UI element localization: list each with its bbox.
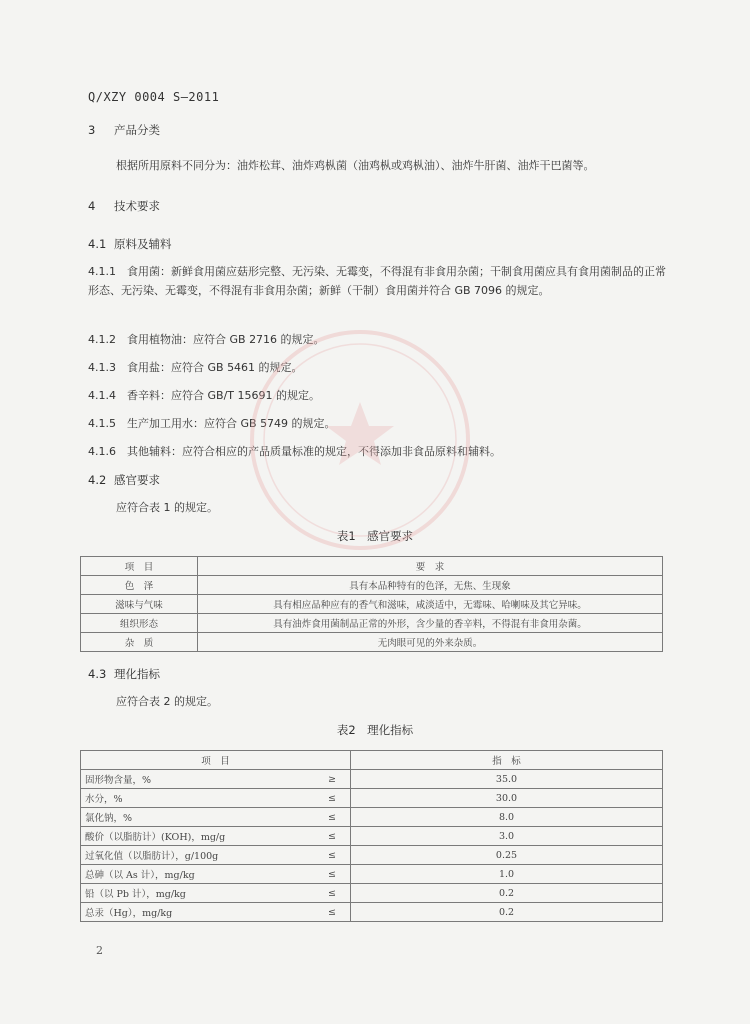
clause-text: 食用菌：新鲜食用菌应菇形完整、无污染、无霉变，不得混有非食用杂菌；干制食用菌应具有食用菌制品的正常形态、无污染、无霉变，不得混有非食用杂菌；新鲜（干制）食用菌并符合 GB 7096 的规定。 <box>88 265 666 297</box>
clause-number: 4.1.4 <box>88 389 116 402</box>
value-cell: 30.0 <box>351 789 663 808</box>
table-row <box>81 633 663 652</box>
operator-cell: ≤ <box>314 827 351 846</box>
item-cell: 总汞（Hg），mg/kg <box>81 903 315 922</box>
section-title: 理化指标 <box>114 667 160 681</box>
section-title: 原料及辅料 <box>114 237 172 251</box>
sensory-requirements-table <box>80 556 663 652</box>
operator-cell: ≤ <box>314 903 351 922</box>
header-cell: 项 目 <box>81 557 198 576</box>
item-cell: 色 泽 <box>81 576 198 595</box>
item-cell: 水分，% <box>81 789 315 808</box>
table-1-caption: 表1 感官要求 <box>336 529 414 543</box>
section-4-heading <box>88 198 160 214</box>
item-cell: 过氧化值（以脂肪计），g/100g <box>81 846 315 865</box>
item-cell: 铅（以 Pb 计），mg/kg <box>81 884 315 903</box>
item-cell: 氯化钠，% <box>81 808 315 827</box>
value-cell: 35.0 <box>351 770 663 789</box>
header-cell: 要 求 <box>198 557 663 576</box>
requirement-cell: 具有本品种特有的色泽，无焦、生现象 <box>198 576 663 595</box>
table-header-row <box>81 751 663 770</box>
table-row <box>81 903 663 922</box>
section-4-1-2 <box>88 330 668 349</box>
table-2-caption: 表2 理化指标 <box>336 723 414 737</box>
table-row <box>81 789 663 808</box>
value-cell: 0.2 <box>351 903 663 922</box>
official-seal-watermark <box>240 320 480 560</box>
section-4-1-6 <box>88 442 668 461</box>
section-number: 4.3 <box>88 667 107 681</box>
value-cell: 3.0 <box>351 827 663 846</box>
section-number: 4.1 <box>88 237 107 251</box>
section-number: 4.2 <box>88 473 107 487</box>
item-cell: 滋味与气味 <box>81 595 198 614</box>
requirement-cell: 具有油炸食用菌制品正常的外形，含少量的香辛料，不得混有非食用杂菌。 <box>198 614 663 633</box>
section-4-2-text: 应符合表 1 的规定。 <box>116 501 218 514</box>
standard-code: Q/XZY 0004 S—2011 <box>88 90 220 104</box>
clause-text: 食用盐：应符合 GB 5461 的规定。 <box>127 361 303 374</box>
item-cell: 总砷（以 As 计），mg/kg <box>81 865 315 884</box>
item-cell: 组织形态 <box>81 614 198 633</box>
table-row <box>81 827 663 846</box>
clause-number: 4.1.1 <box>88 265 116 278</box>
table-row <box>81 884 663 903</box>
requirement-cell: 具有相应品种应有的香气和滋味，咸淡适中，无霉味、哈喇味及其它异味。 <box>198 595 663 614</box>
table-row <box>81 770 663 789</box>
section-number: 3 <box>88 123 96 137</box>
header-cell: 项 目 <box>81 751 351 770</box>
operator-cell: ≤ <box>314 846 351 865</box>
table-header-row <box>81 557 663 576</box>
section-4-3-text: 应符合表 2 的规定。 <box>116 695 218 708</box>
table-row <box>81 576 663 595</box>
value-cell: 1.0 <box>351 865 663 884</box>
section-title: 产品分类 <box>114 123 160 137</box>
section-4-1-1 <box>88 262 668 300</box>
section-4-1-5 <box>88 414 668 433</box>
item-cell: 酸价（以脂肪计）(KOH)，mg/g <box>81 827 315 846</box>
section-4-1-4 <box>88 386 668 405</box>
operator-cell: ≤ <box>314 865 351 884</box>
value-cell: 0.2 <box>351 884 663 903</box>
section-3-text: 根据所用原料不同分为：油炸松茸、油炸鸡枞菌（油鸡枞或鸡枞油）、油炸牛肝菌、油炸干巴菌等。 <box>116 159 595 172</box>
section-4-2-heading <box>88 472 160 488</box>
requirement-cell: 无肉眼可见的外来杂质。 <box>198 633 663 652</box>
section-3-heading <box>88 122 160 138</box>
section-title: 感官要求 <box>114 473 160 487</box>
section-4-3-heading <box>88 666 160 682</box>
value-cell: 0.25 <box>351 846 663 865</box>
section-title: 技术要求 <box>114 199 160 213</box>
table-row <box>81 865 663 884</box>
section-4-1-heading <box>88 236 172 252</box>
operator-cell: ≤ <box>314 789 351 808</box>
item-cell: 固形物含量，% <box>81 770 315 789</box>
value-cell: 8.0 <box>351 808 663 827</box>
clause-number: 4.1.6 <box>88 445 116 458</box>
item-cell: 杂 质 <box>81 633 198 652</box>
clause-text: 生产加工用水：应符合 GB 5749 的规定。 <box>127 417 336 430</box>
clause-number: 4.1.3 <box>88 361 116 374</box>
clause-number: 4.1.5 <box>88 417 116 430</box>
clause-number: 4.1.2 <box>88 333 116 346</box>
operator-cell: ≥ <box>314 770 351 789</box>
operator-cell: ≤ <box>314 808 351 827</box>
table-row <box>81 846 663 865</box>
clause-text: 香辛料：应符合 GB/T 15691 的规定。 <box>127 389 320 402</box>
table-row <box>81 614 663 633</box>
clause-text: 其他辅料：应符合相应的产品质量标准的规定，不得添加非食品原料和辅料。 <box>127 445 501 458</box>
page-number: 2 <box>96 944 103 957</box>
table-row <box>81 808 663 827</box>
header-cell: 指 标 <box>351 751 663 770</box>
physicochemical-indicators-table <box>80 750 663 922</box>
clause-text: 食用植物油：应符合 GB 2716 的规定。 <box>127 333 325 346</box>
section-4-1-3 <box>88 358 668 377</box>
table-row <box>81 595 663 614</box>
operator-cell: ≤ <box>314 884 351 903</box>
section-number: 4 <box>88 199 96 213</box>
